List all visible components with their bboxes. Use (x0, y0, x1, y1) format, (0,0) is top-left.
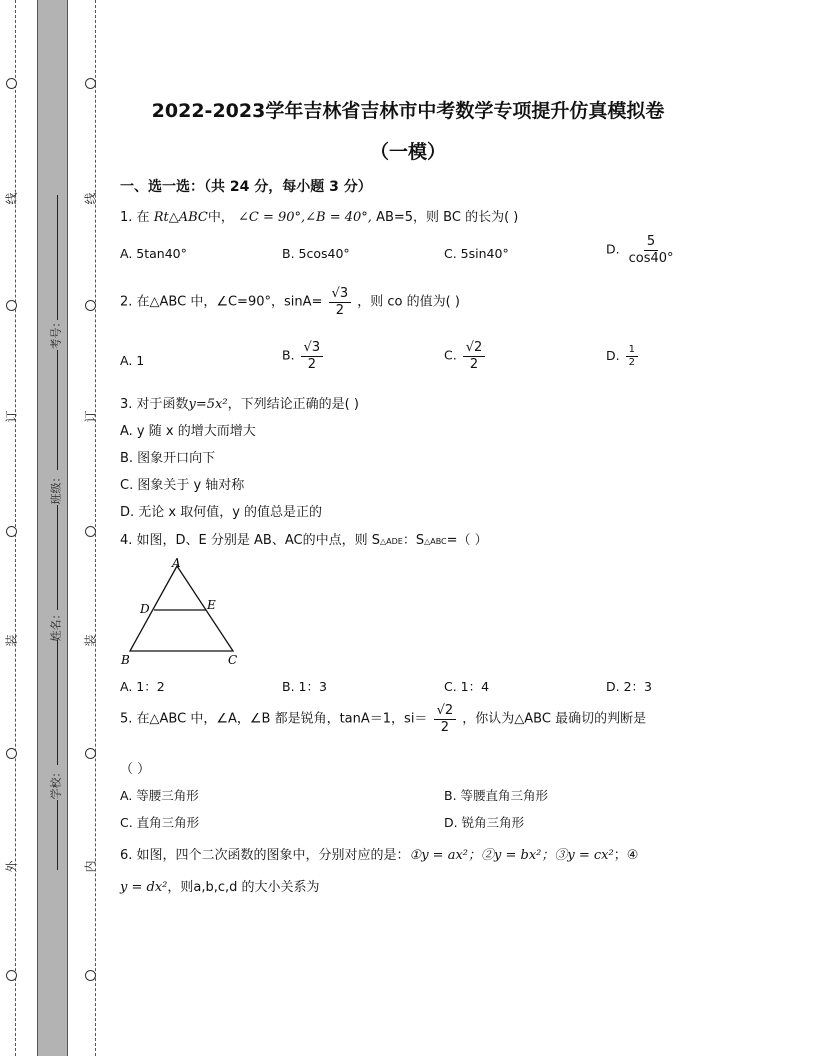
q1-suffix: AB=5，则 BC 的长为( ) (376, 210, 519, 225)
q6-f3: ；③y = cx² (541, 848, 614, 863)
q2-option-a[interactable]: A. 1 (120, 353, 145, 368)
q6-f4: ；④ (613, 848, 639, 863)
q3-option-c[interactable]: C. 图象关于 y 轴对称 (120, 478, 245, 493)
q4-option-a[interactable]: A. 1：2 (120, 679, 165, 694)
q5-prefix: 5. 在△ABC 中，∠A，∠B 都是锐角，tanA＝1，si＝ (120, 711, 428, 727)
binding-hole-icon (6, 526, 17, 537)
q1-option-a[interactable]: A. 5tan40° (120, 246, 187, 261)
margin-char-outer: 订 (4, 410, 19, 423)
q2-fraction (329, 286, 352, 318)
q4-option-d[interactable]: D. 2：3 (606, 679, 652, 694)
q1-mid: 中， (207, 210, 234, 225)
field-label-exam-number: 考号： (49, 316, 63, 350)
q3-prefix: 3. 对于函数 (120, 397, 189, 412)
q3-suffix: ，下列结论正确的是( ) (227, 397, 359, 412)
margin-char-outer: 线 (4, 192, 19, 205)
q2-option-c-label: C. (444, 347, 457, 363)
q2-option-c-num: √2 (463, 340, 486, 357)
binding-hole-icon (6, 748, 17, 759)
margin-char-outer: 外 (4, 860, 19, 873)
margin-char-inner: 内 (83, 860, 98, 873)
q1-option-d-den: cos40° (628, 250, 674, 266)
question-6-stem-line2 (120, 876, 320, 895)
q3-func: y=5x² (188, 397, 228, 412)
field-underline (57, 640, 58, 765)
q2-suffix: ，则 co 的值为( ) (357, 294, 460, 310)
q5-fraction (434, 703, 457, 735)
q2-frac-num: √3 (329, 286, 352, 303)
binding-hole-icon (6, 300, 17, 311)
q4-suffix: =（ ） (446, 533, 488, 548)
field-underline (57, 350, 58, 470)
question-3-stem (120, 393, 359, 412)
q2-option-b-fraction (301, 340, 324, 372)
q6-line2-suffix: ，则a,b,c,d 的大小关系为 (167, 880, 320, 895)
q2-option-d-den: 2 (628, 357, 635, 368)
binding-hole-icon (6, 78, 17, 89)
question-1-stem (120, 206, 518, 225)
binding-hole-icon (6, 970, 17, 981)
q2-option-d[interactable] (606, 344, 640, 369)
q1-prefix: 1. 在 (120, 210, 150, 225)
q1-option-d[interactable] (606, 234, 679, 266)
margin-char-inner: 订 (83, 410, 98, 423)
q2-option-b[interactable] (282, 340, 325, 372)
q5-frac-den: 2 (440, 719, 449, 735)
q1-cond2: ∠C = 90°,∠B = 40°, (237, 210, 372, 225)
q2-option-c[interactable] (444, 340, 487, 372)
q6-f1: ①y = ax² (409, 848, 468, 863)
figure-label-e: E (207, 598, 216, 612)
q2-prefix: 2. 在△ABC 中，∠C=90°，sinA= (120, 294, 323, 310)
q4-sub2: △ABC (424, 537, 447, 546)
field-label-class: 班级： (49, 471, 63, 505)
q2-option-c-den: 2 (469, 356, 479, 372)
q5-answer-paren: （ ） (120, 762, 151, 777)
q4-option-b[interactable]: B. 1：3 (282, 679, 327, 694)
binding-gray-band (37, 0, 68, 1056)
q2-option-b-num: √3 (301, 340, 324, 357)
field-underline (57, 195, 58, 320)
binding-hole-icon (85, 748, 96, 759)
q4-prefix: 4. 如图，D、E 分别是 AB、AC的中点，则 S (120, 533, 380, 548)
q1-cond1: Rt△ABC (153, 210, 208, 225)
q5-option-a[interactable]: A. 等腰三角形 (120, 788, 199, 803)
q6-line2-func: y = dx² (120, 880, 168, 895)
question-5-stem (120, 703, 646, 735)
q2-option-d-num: 1 (626, 344, 638, 357)
q2-option-b-den: 2 (307, 356, 316, 372)
q4-mid: ：S (402, 533, 425, 548)
q3-option-a[interactable]: A. y 随 x 的增大而增大 (120, 424, 256, 439)
field-label-school: 学校： (49, 766, 63, 800)
q5-suffix: ，你认为△ABC 最确切的判断是 (462, 711, 647, 727)
figure-label-b: B (121, 653, 130, 667)
question-2-stem (120, 286, 460, 318)
q4-sub1: △ADE (379, 537, 403, 546)
field-underline (57, 505, 58, 610)
figure-label-c: C (228, 653, 238, 667)
margin-char-inner: 装 (83, 634, 98, 647)
margin-char-inner: 线 (83, 192, 98, 205)
q1-option-c[interactable]: C. 5sin40° (444, 246, 509, 261)
q1-option-d-num: 5 (644, 234, 658, 251)
field-label-name: 姓名： (49, 608, 63, 642)
q5-option-d[interactable]: D. 锐角三角形 (444, 815, 525, 830)
question-6-stem-line1 (120, 844, 638, 863)
q5-option-c[interactable]: C. 直角三角形 (120, 815, 200, 830)
q2-option-b-label: B. (282, 347, 295, 363)
binding-hole-icon (85, 526, 96, 537)
q3-option-d[interactable]: D. 无论 x 取何值，y 的值总是正的 (120, 505, 323, 520)
q2-option-d-fraction (626, 344, 638, 369)
q6-f2: ；②y = bx² (468, 848, 542, 863)
q1-option-b[interactable]: B. 5cos40° (282, 246, 350, 261)
q2-option-d-label: D. (606, 348, 620, 363)
q6-prefix: 6. 如图，四个二次函数的图象中，分别对应的是： (120, 848, 410, 863)
exam-subtitle: （一模） (369, 141, 446, 163)
q2-frac-den: 2 (335, 302, 344, 318)
section-heading: 一、选一选：（共 24 分，每小题 3 分） (120, 179, 372, 195)
margin-char-outer: 装 (4, 634, 19, 647)
q4-option-c[interactable]: C. 1：4 (444, 679, 490, 694)
figure-label-a: A (172, 556, 181, 570)
q4-triangle-figure (118, 554, 240, 670)
binding-hole-icon (85, 300, 96, 311)
question-4-stem (120, 529, 488, 548)
q1-option-d-fraction (626, 234, 677, 266)
q5-option-b[interactable]: B. 等腰直角三角形 (444, 788, 549, 803)
field-underline (57, 800, 58, 870)
q5-frac-num: √2 (434, 703, 457, 720)
binding-hole-icon (85, 970, 96, 981)
figure-label-d: D (140, 602, 150, 616)
q1-option-d-label: D. (606, 241, 620, 257)
q2-option-c-fraction (463, 340, 486, 372)
exam-title: 2022-2023学年吉林省吉林市中考数学专项提升仿真模拟卷 (151, 100, 665, 122)
q3-option-b[interactable]: B. 图象开口向下 (120, 451, 216, 466)
binding-hole-icon (85, 78, 96, 89)
